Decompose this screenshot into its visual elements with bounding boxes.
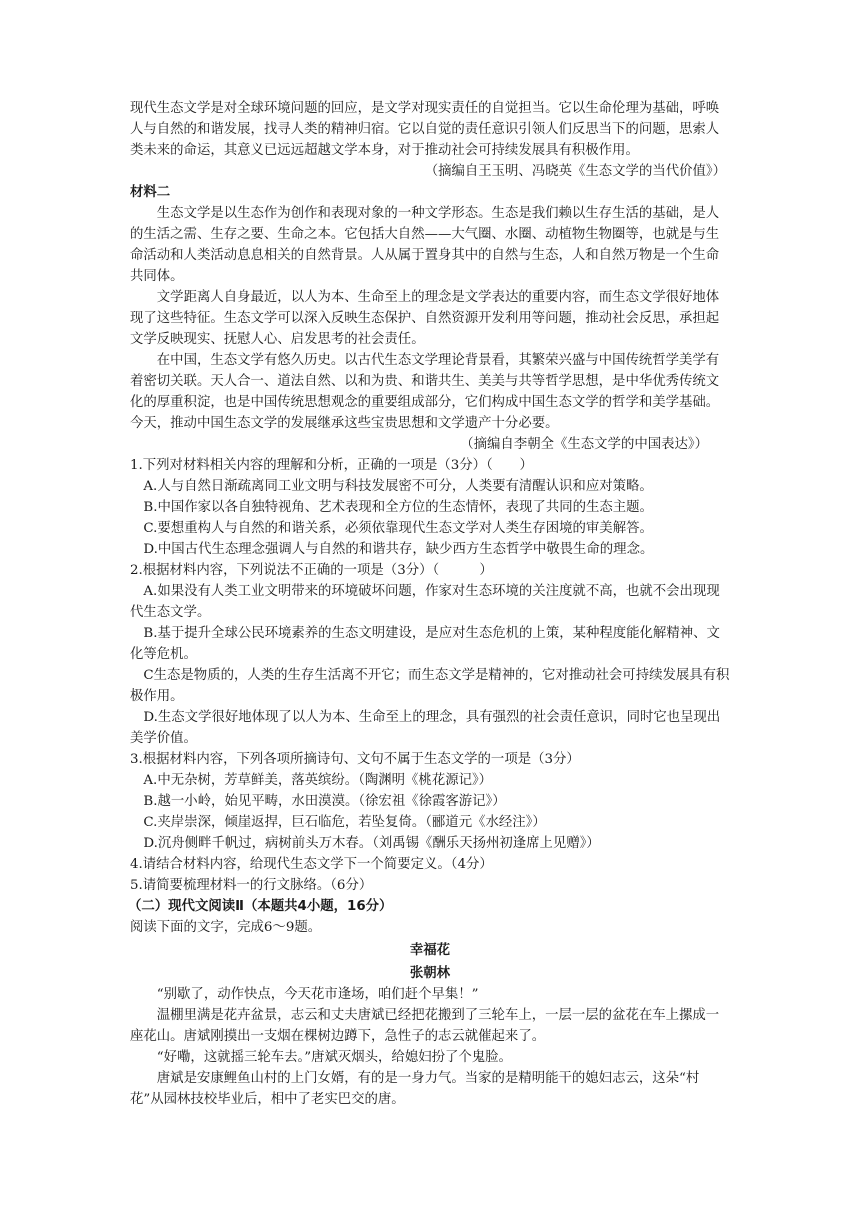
question-1-stem: 1.下列对材料相关内容的理解和分析，正确的一项是（3分）（ ） [130,458,533,473]
question-4: 4.请结合材料内容，给现代生态文学下一个简要定义。（4分） [130,857,493,872]
question-1-option-b: B.中国作家以各自独特视角、艺术表现和全方位的生态情怀，表现了共同的生态主题。 [143,500,653,515]
material2-heading: 材料二 [130,185,171,200]
part2-instruction: 阅读下面的文字，完成6～9题。 [130,920,322,935]
material2-paragraph-3: 在中国，生态文学有悠久历史。以古代生态文学理论背景看，其繁荣兴盛与中国传统哲学美学有着密切关联。天人合一、道法自然、以和为贵、和谐共生、美美与共等哲学思想，是中华优秀传统文化的厚重积淀，也是中国传统思想观念的重要组成部分，它们构成中国生态文学的哲学和美学基础。今天，推动中国生态文学的发展继承这些宝贵思想和文学遗产十分必要。 [130,353,720,431]
material1-last-paragraph: 现代生态文学是对全球环境问题的回应，是文学对现实责任的自觉担当。它以生命伦理为基础，呼唤人与自然的和谐发展，找寻人类的精神归宿。它以自觉的责任意识引领人们反思当下的问题，思索人类未来的命运，其意义已远远超越文学本身，对于推动社会可持续发展具有积极作用。 [130,101,720,158]
story-title: 幸福花 [409,943,451,958]
question-1-option-d: D.中国古代生态理念强调人与自然的和谐共存，缺少西方生态哲学中敬畏生命的理念。 [143,542,654,557]
question-3-option-c: C.夹岸崇深，倾崖返捍，巨石临危，若坠复倚。（郦道元《水经注》） [143,815,546,830]
question-3-option-b: B.越一小岭，始见平畴，水田漠漠。（徐宏祖《徐霞客游记》） [143,794,506,809]
document-page [130,98,730,1110]
question-2-option-c: C生态是物质的，人类的生存生活离不开它；而生态文学是精神的，它对推动社会可持续发展具有积极作用。 [130,668,730,704]
story-paragraph-4: 唐斌是安康鲤鱼山村的上门女婿，有的是一身力气。当家的是精明能干的媳妇志云，这朵“村花”从园林技校毕业后，相中了老实巴交的唐。 [130,1071,700,1107]
story-paragraph-2: 温棚里满是花卉盆景，志云和丈夫唐斌已经把花搬到了三轮车上，一层一层的盆花在车上摞成一座花山。唐斌刚摸出一支烟在棵树边蹲下，急性子的志云就催起来了。 [130,1008,720,1044]
question-5: 5.请简要梳理材料一的行文脉络。（6分） [130,878,373,893]
material2-paragraph-1: 生态文学是以生态作为创作和表现对象的一种文学形态。生态是我们赖以生存生活的基础，是人的生活之需、生存之要、生命之本。它包括大自然——大气圈、水圈、动植物生物圈等，也就是与生命活动和人类活动息息相关的自然背景。人从属于置身其中的自然与生态，人和自然万物是一个生命共同体。 [130,206,720,284]
question-2 [130,560,730,749]
question-3 [130,749,730,854]
question-2-option-a: A.如果没有人类工业文明带来的环境破坏问题，作家对生态环境的关注度就不高，也就不会出现现代生态文学。 [130,584,720,620]
material1-source: （摘编自王玉明、冯晓英《生态文学的当代价值》） [424,164,726,179]
story-paragraph-3: “好嘞，这就摇三轮车去。”唐斌灭烟头，给媳妇扮了个鬼脸。 [156,1050,512,1065]
question-1 [130,455,730,560]
part2-heading: （二）现代文阅读Ⅱ（本题共4小题，16分） [128,899,393,914]
question-2-option-b: B.基于提升全球公民环境素养的生态文明建设，是应对生态危机的上策，某种程度能化解精神、文化等危机。 [130,626,720,662]
material2-source: （摘编自李朝全《生态文学的中国表达》） [460,437,708,452]
question-3-stem: 3.根据材料内容，下列各项所摘诗句、文句不属于生态文学的一项是（3分） [130,752,580,767]
story-paragraph-1: “别歇了，动作快点，今天花市逢场，咱们赶个早集！” [156,987,479,1002]
question-1-option-c: C.要想重构人与自然的和谐关系，必须依靠现代生态文学对人类生存困境的审美解答。 [143,521,653,536]
story-author: 张朝林 [409,966,451,981]
question-2-option-d: D.生态文学很好地体现了以人为本、生命至上的理念，具有强烈的社会责任意识，同时它也呈现出美学价值。 [130,710,721,746]
question-2-stem: 2.根据材料内容，下列说法不正确的一项是（3分）（ ） [130,563,493,578]
question-3-option-a: A.中无杂树，芳草鲜美，落英缤纷。（陶渊明《桃花源记》） [143,773,493,788]
question-3-option-d: D.沉舟侧畔千帆过，病树前头万木春。（刘禹锡《酬乐天扬州初逢席上见赠》） [143,836,600,851]
question-1-option-a: A.人与自然日渐疏离同工业文明与科技发展密不可分，人类要有清醒认识和应对策略。 [143,479,653,494]
material2-paragraph-2: 文学距离人自身最近，以人为本、生命至上的理念是文学表达的重要内容，而生态文学很好地体现了这些特征。生态文学可以深入反映生态保护、自然资源开发利用等问题，推动社会反思，承担起文学反映现实、抚慰人心、启发思考的社会责任。 [130,290,720,347]
